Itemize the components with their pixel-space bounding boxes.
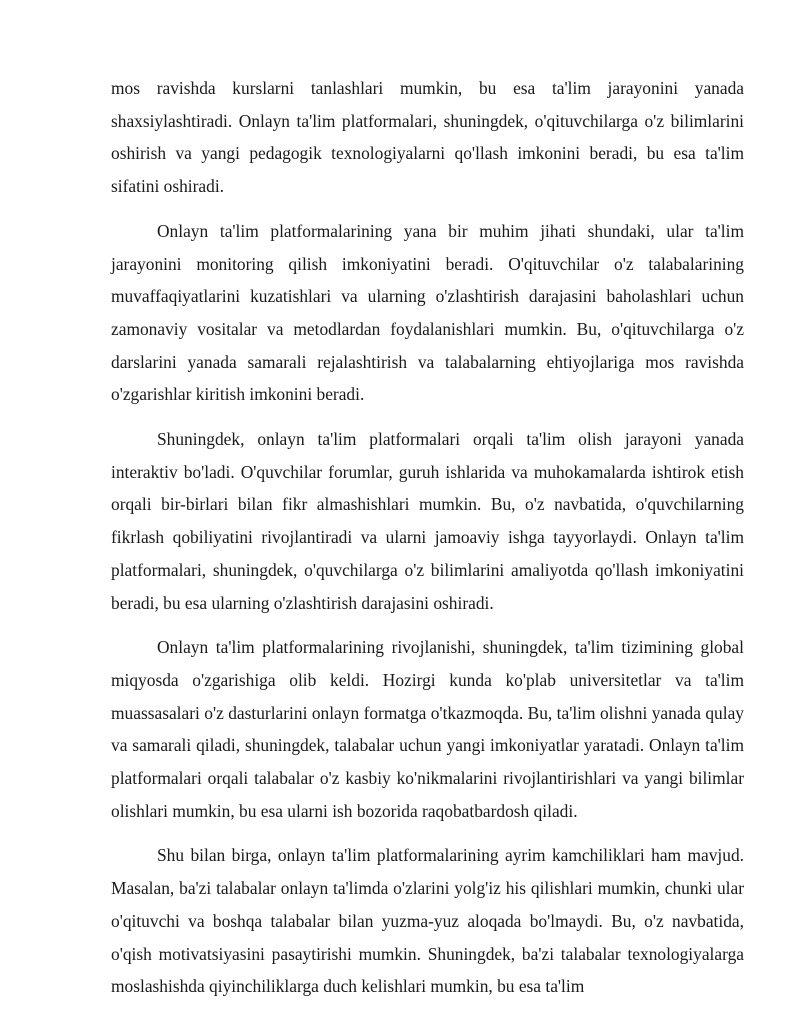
paragraph-5: Shu bilan birga, onlayn ta'lim platformalarining ayrim kamchiliklari ham mavjud. Masalan, ba'zi talabalar onlayn ta'limda o'zlarini yolg'iz his qilishlari mumkin, chunki ular o'qituvchi va boshqa talabalar bilan yuzma-yuz aloqada bo'lmaydi. Bu, o'z navbatida, o'qish motivatsiyasini pasaytirishi mumkin. Shuningdek, ba'zi talabalar texnologiyalarga moslashishda qiyinchiliklarga duch kelishlari mumkin, bu esa ta'lim [111, 845, 744, 997]
paragraph-1: mos ravishda kurslarni tanlashlari mumkin, bu esa ta'lim jarayonini yanada shaxsiylashtiradi. Onlayn ta'lim platformalari, shuningdek, o'qituvchilarga o'z bilimlarini oshirish va yangi pedagogik texnologiyalarni qo'llash imkonini beradi, bu esa ta'lim sifatini oshiradi. [111, 78, 744, 197]
paragraph-3: Shuningdek, onlayn ta'lim platformalari orqali ta'lim olish jarayoni yanada interaktiv bo'ladi. O'quvchilar forumlar, guruh ishlarida va muhokamalarda ishtirok etish orqali bir-birlari bilan fikr almashishlari mumkin. Bu, o'z navbatida, o'quvchilarning fikrlash qobiliyatini rivojlantiradi va ularni jamoaviy ishga tayyorlaydi. Onlayn ta'lim platformalari, shuningdek, o'quvchilarga o'z bilimlarini amaliyotda qo'llash imkoniyatini beradi, bu esa ularning o'zlashtirish darajasini oshiradi. [111, 429, 744, 613]
paragraph-4: Onlayn ta'lim platformalarining rivojlanishi, shuningdek, ta'lim tizimining global miqyosda o'zgarishiga olib keldi. Hozirgi kunda ko'plab universitetlar va ta'lim muassasalari o'z dasturlarini onlayn formatga o'tkazmoqda. Bu, ta'lim olishni yanada qulay va samarali qiladi, shuningdek, talabalar uchun yangi imkoniyatlar yaratadi. Onlayn ta'lim platformalari orqali talabalar o'z kasbiy ko'nikmalarini rivojlantirishlari va yangi bilimlar olishlari mumkin, bu esa ularni ish bozorida raqobatbardosh qiladi. [111, 637, 744, 821]
paragraph-2: Onlayn ta'lim platformalarining yana bir muhim jihati shundaki, ular ta'lim jarayonini monitoring qilish imkoniyatini beradi. O'qituvchilar o'z talabalarining muvaffaqiyatlarini kuzatishlari va ularning o'zlashtirish darajasini baholashlari uchun zamonaviy vositalar va metodlardan foydalanishlari mumkin. Bu, o'qituvchilarga o'z darslarini yanada samarali rejalashtirish va talabalarning ehtiyojlariga mos ravishda o'zgarishlar kiritish imkonini beradi. [111, 220, 744, 405]
